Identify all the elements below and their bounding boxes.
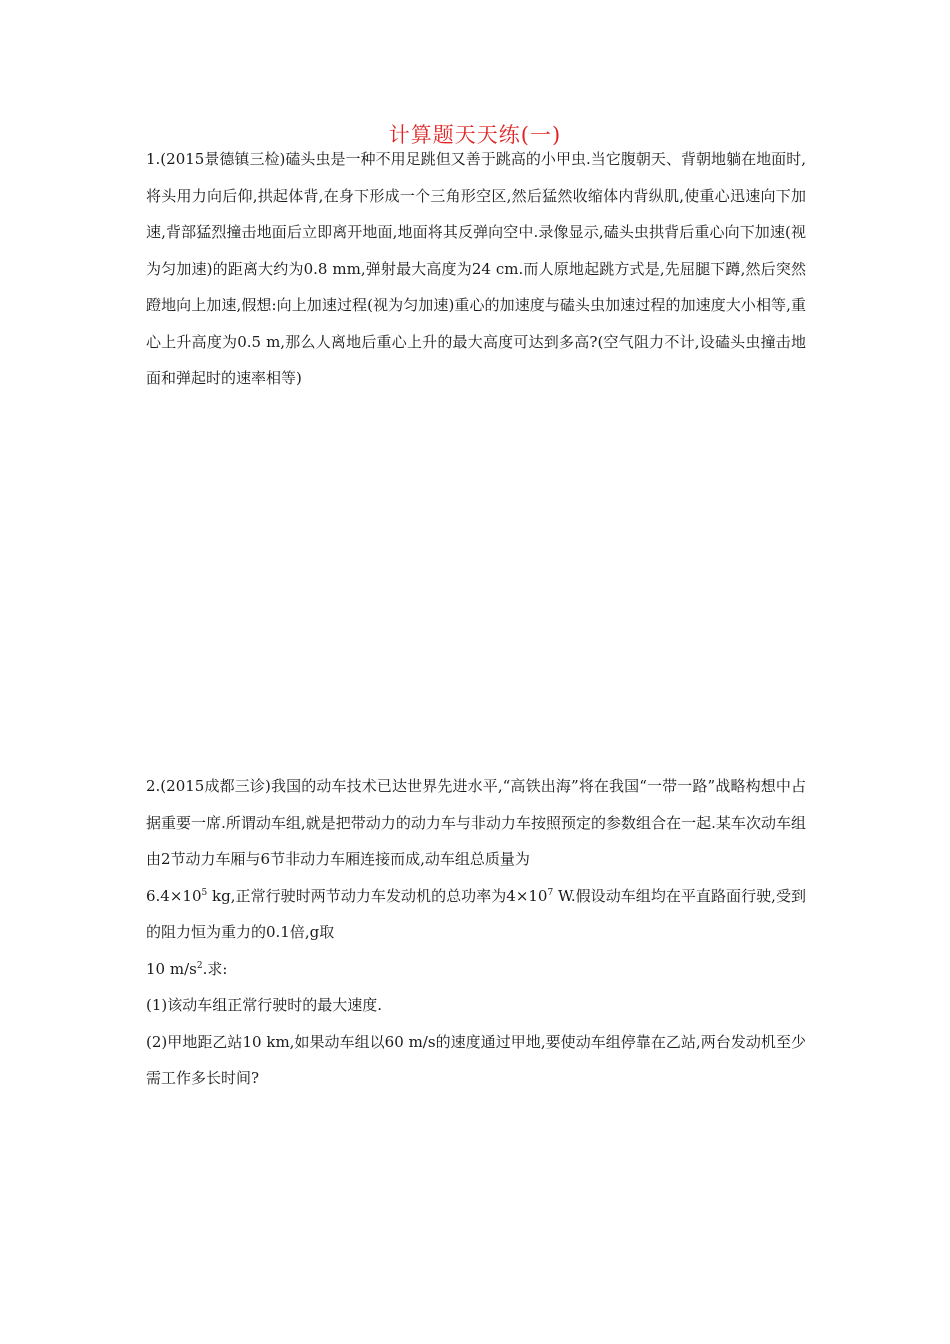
question-1-text: 1.(2015景德镇三检)磕头虫是一种不用足跳但又善于跳高的小甲虫.当它腹朝天、背朝地躺在地面时,将头用力向后仰,拱起体背,在身下形成一个三角形空区,然后猛然收缩体内背纵肌,使重心迅速向下加速,背部猛烈撞击地面后立即离开地面,地面将其反弹向空中.录像显示,磕头虫拱背后重心向下加速(视为匀加速)的距离大约为0.8 mm,弹射最大高度为24 cm.而人原地起跳方式是,先屈腿下蹲,然后突然蹬地向上加速,假想:向上加速过程(视为匀加速)重心的加速度与磕头虫加速过程的加速度大小相等,重心上升高度为0.5 m,那么人离地后重心上升的最大高度可达到多高?(空气阻力不计,设磕头虫撞击地面和弹起时的速率相等) — [146, 150, 806, 387]
question-1 — [146, 141, 806, 397]
question-2 — [146, 768, 806, 1097]
mass-exponent: 5 — [201, 887, 208, 898]
page-title: 计算题天天练(一) — [388, 123, 562, 147]
question-2-part-2: (2)甲地距乙站10 km,如果动车组以60 m/s的速度通过甲地,要使动车组停靠在乙站,两台发动机至少需工作多长时间? — [146, 1032, 806, 1087]
mass-base: 6.4×10 — [146, 886, 202, 905]
g-rest: .求: — [202, 959, 228, 978]
g-exponent: 2 — [196, 960, 203, 971]
question-2-part-1: (1)该动车组正常行驶时的最大速度. — [146, 996, 383, 1014]
power-rest: W.假设动车组均在平直路面行驶,受到的阻力恒为重力的0.1倍,g取 — [146, 886, 806, 941]
power-exponent: 7 — [547, 887, 554, 898]
question-2-mass-power — [146, 878, 806, 951]
question-2-intro: 2.(2015成都三诊)我国的动车技术已达世界先进水平,“高铁出海”将在我国“一带一路”战略构想中占据重要一席.所谓动车组,就是把带动力的动力车与非动力车按照预定的参数组合在一起.某车次动车组由2节动力车厢与6节非动力车厢连接而成,动车组总质量为 — [146, 777, 806, 868]
question-2-gravity — [146, 951, 806, 988]
mass-rest: kg,正常行驶时两节动力车发动机的总功率为4×10 — [207, 886, 548, 905]
g-base: 10 m/s — [146, 959, 197, 978]
